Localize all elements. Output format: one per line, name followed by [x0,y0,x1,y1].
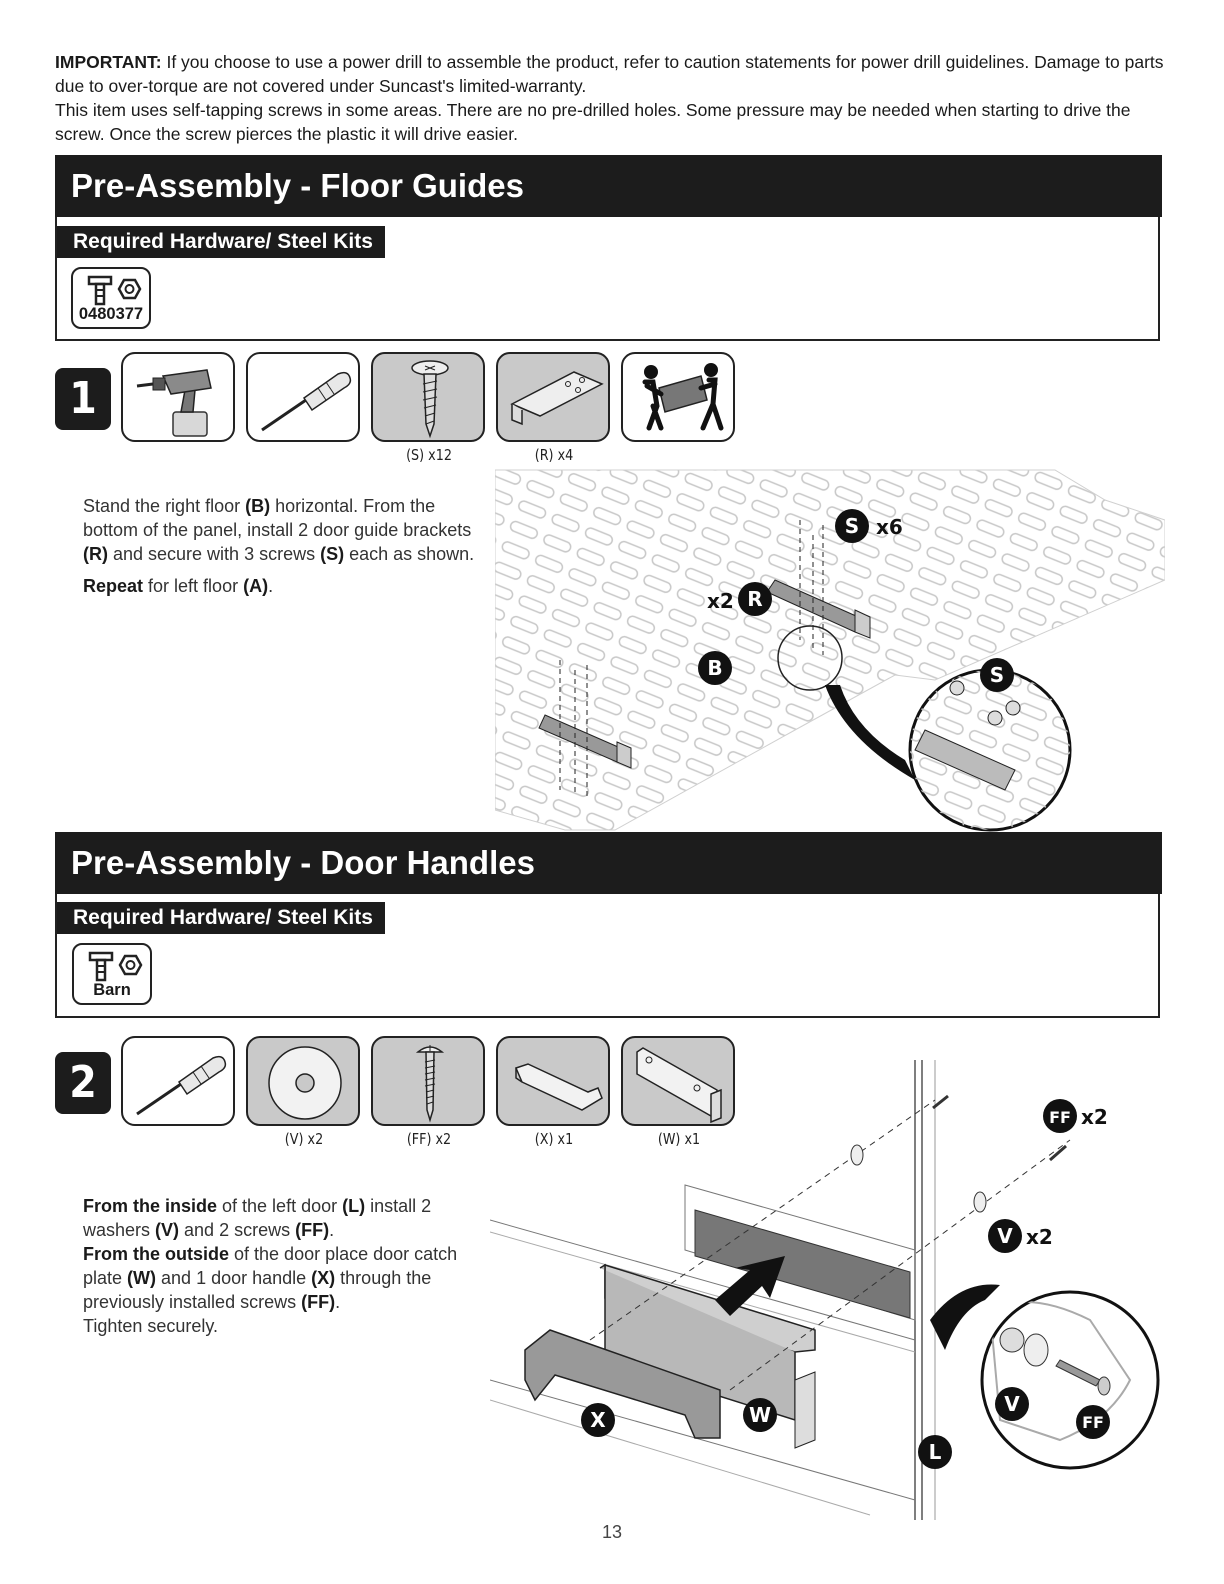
callout-s-zoom [980,658,1014,692]
svg-text:V: V [1004,1392,1020,1416]
svg-text:S: S [844,514,860,538]
svg-text:V: V [997,1224,1013,1248]
tile-bracket-r [496,352,610,442]
section2-kit-badge [72,943,152,1005]
svg-text:R: R [747,587,763,611]
step-2-instructions [83,1194,493,1338]
step-2-paragraph-2: From the outside of the door place door catch plate (W) and 1 door handle (X) through the previously installed screws (FF). [83,1244,458,1312]
tile-screw-s [371,352,485,442]
svg-text:x6: x6 [876,515,903,539]
svg-text:x2: x2 [1081,1105,1108,1129]
hardware-kit-icon [73,269,153,309]
floor-guides-diagram [495,460,1165,832]
step-1-instructions [83,494,478,598]
hardware-kit-icon [74,945,154,985]
step-1-paragraph-2: Repeat for left floor (A). [83,576,274,596]
step-2-paragraph-3: Tighten securely. [83,1316,219,1336]
step-2-number: 2 [55,1052,111,1114]
screwdriver-icon [123,1038,235,1126]
svg-text:FF: FF [1049,1108,1071,1127]
screw-icon [373,354,485,442]
qty-ff: (FF) x2 [406,1130,452,1148]
door-handles-diagram [490,1060,1170,1520]
tile-screwdriver [246,352,360,442]
svg-text:L: L [928,1440,942,1464]
qty-r: (R) x4 [534,446,574,464]
callout-ff-x2 [1043,1099,1108,1133]
callout-w [743,1398,777,1432]
step-1-number: 1 [55,368,111,430]
qty-v: (V) x2 [284,1130,324,1148]
step-2-paragraph-1: From the inside of the left door (L) install 2 washers (V) and 2 screws (FF). [83,1196,432,1240]
section1-kit-badge [71,267,151,329]
qty-s: (S) x12 [406,446,452,464]
kit-code: 0480377 [78,305,144,323]
callout-v-zoom [995,1387,1029,1421]
self-tapping-paragraph: This item uses self-tapping screws in some areas. There are no pre-drilled holes. Some pressure may be needed when starting to drive the screw. Once the screw pierces the plastic it will drive easier. [55,100,1131,144]
tile-screwdriver-2 [121,1036,235,1126]
section1-title: Pre-Assembly - Floor Guides [55,155,1162,217]
important-paragraph: IMPORTANT: If you choose to use a power drill to assemble the product, refer to caution statements for power drill guidelines. Damage to parts due to over-torque are not covered under Suncast's limited-warranty. [55,52,1164,96]
tile-power-drill [121,352,235,442]
svg-text:S: S [989,663,1005,687]
bracket-icon [498,354,610,442]
page-number: 13 [601,1522,623,1542]
step-1-paragraph-1: Stand the right floor (B) horizontal. From the bottom of the panel, install 2 door guide brackets (R) and secure with 3 screws (S) each as shown. [83,496,475,564]
qty-w: (W) x1 [657,1130,701,1148]
screw-icon [373,1038,485,1126]
svg-text:B: B [707,656,723,680]
washer-icon [248,1038,360,1126]
callout-v-x2 [988,1219,1053,1253]
svg-text:x2: x2 [1026,1225,1053,1249]
callout-l [918,1435,952,1469]
svg-text:x2: x2 [707,589,734,613]
callout-x [581,1403,615,1437]
callout-ff-zoom [1076,1405,1110,1439]
tile-two-person-lift [621,352,735,442]
intro-text [55,50,1165,146]
section1-hardware-label: Required Hardware/ Steel Kits [57,226,385,258]
tile-screw-ff [371,1036,485,1126]
qty-x: (X) x1 [534,1130,574,1148]
two-person-lift-icon [623,354,735,442]
kit-code: Barn [93,981,131,999]
power-drill-icon [123,354,235,442]
callout-b [698,651,732,685]
section2-hardware-label: Required Hardware/ Steel Kits [57,902,385,934]
svg-text:X: X [590,1408,606,1432]
svg-text:FF: FF [1082,1413,1104,1432]
section2-title: Pre-Assembly - Door Handles [55,832,1162,894]
svg-text:W: W [748,1403,772,1427]
tile-washer-v [246,1036,360,1126]
screwdriver-icon [248,354,360,442]
